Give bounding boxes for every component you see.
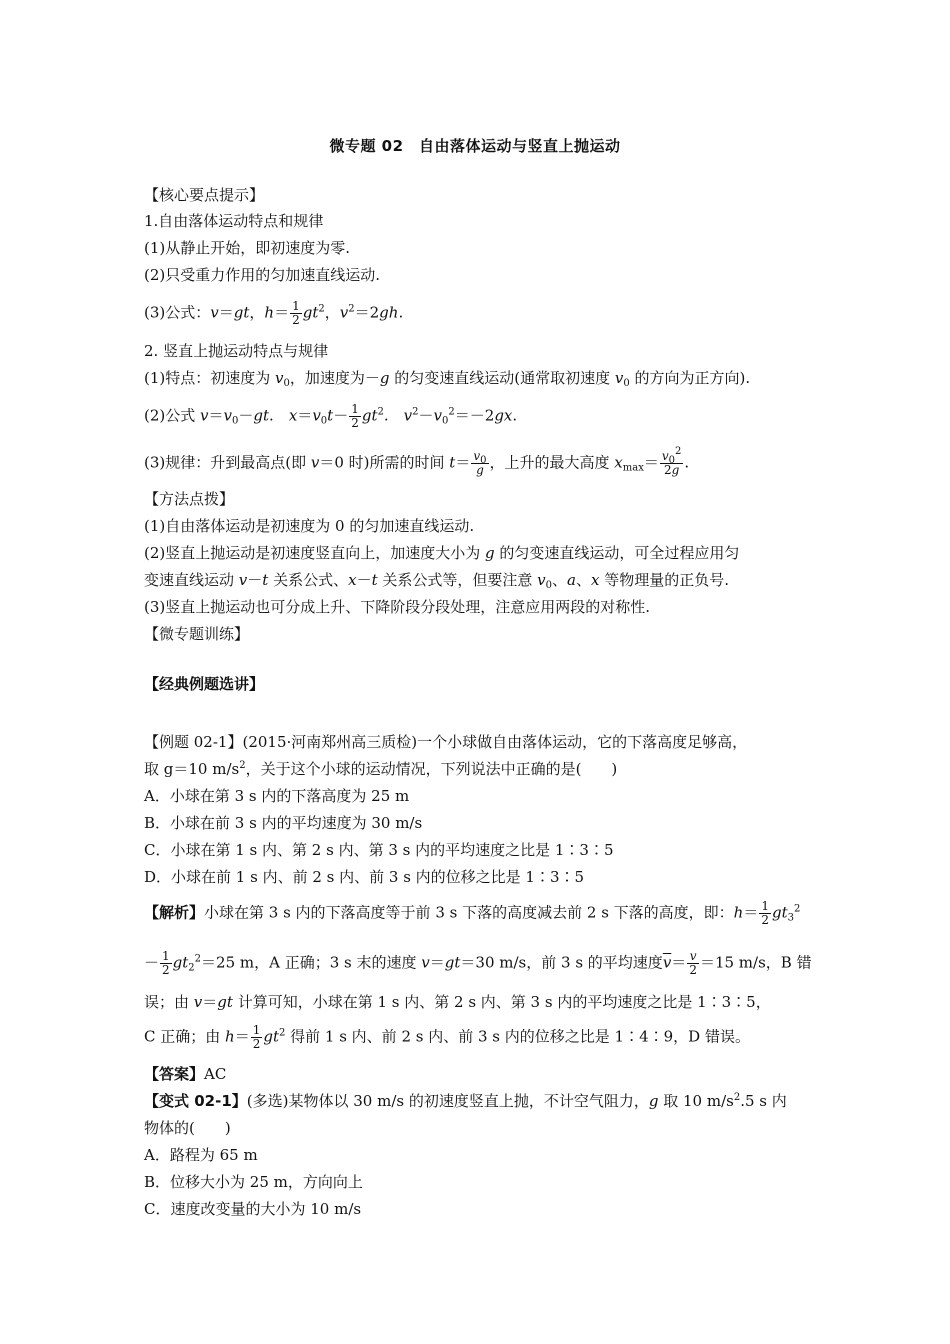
example1-analysis-line2: － $\frac{1}{2}$ $gt_2^2=25$ m，A 正确；3 s 末的速度 v＝gt＝30 m/s，前 3 s 的平均速度$\overline{v}=$ $\frac{v}{2}$ ＝15 m/s，B 错 [144, 949, 812, 977]
training-heading: 【微专题训练】 [144, 625, 250, 643]
example1-analysis-line3: 误；由 v＝gt 计算可知，小球在第 1 s 内、第 2 s 内、第 3 s 内的平均速度之比是 1∶3∶5， [144, 993, 771, 1011]
method-point1: (1)自由落体运动是初速度为 0 的匀加速直线运动. [144, 517, 475, 535]
method-point2-cont: 变速直线运动 v－t 关系公式、x－t 关系公式等，但要注意 $v_0$、a、x 等物理量的正负号. [144, 571, 730, 591]
example1-analysis-line4: C 正确；由 h＝ $\frac{1}{2}$ $gt^2$ 得前 1 s 内、前 2 s 内、前 3 s 内的位移之比是 1∶4∶9，D 错误。 [144, 1023, 750, 1051]
variant1-stem: 【变式 02-1】(多选)某物体以 30 m/s 的初速度竖直上抛，不计空气阻力，g 取 10 $m/s^2.5$ s 内 [144, 1092, 787, 1110]
core-heading: 【核心要点提示】 [144, 186, 265, 204]
section2-point1: (1)特点：初速度为 $v_0$，加速度为－g 的匀变速直线运动(通常取初速度 $v_0$ 的方向为正方向). [144, 369, 751, 389]
example1-option-c: C．小球在第 1 s 内、第 2 s 内、第 3 s 内的平均速度之比是 1∶3∶5 [144, 841, 614, 859]
example1-stem-cont: 取 g＝10 $m/s^2$，关于这个小球的运动情况，下列说法中正确的是( ) [144, 760, 618, 778]
example1-option-a: A．小球在第 3 s 内的下落高度为 25 m [144, 787, 410, 805]
section2-point2: (2)公式 $v=v_0-gt$. $x=v_0t-$ $\frac{1}{2}$ $gt^2$. $v^2-v_0^2=-2gx$. [144, 402, 518, 430]
variant1-option-c: C．速度改变量的大小为 10 m/s [144, 1200, 362, 1218]
variant1-option-a: A．路程为 65 m [144, 1146, 258, 1164]
example1-analysis: 【解析】小球在第 3 s 内的下落高度等于前 3 s 下落的高度减去前 2 s 下落的高度，即：h＝ $\frac{1}{2}$ $gt_3^2$ [144, 899, 801, 927]
section1-point1: (1)从静止开始，即初速度为零. [144, 239, 351, 257]
method-heading: 【方法点拨】 [144, 490, 235, 508]
section1-point2: (2)只受重力作用的匀加速直线运动. [144, 266, 381, 284]
example1-stem: 【例题 02-1】(2015·河南郑州高三质检)一个小球做自由落体运动，它的下落高度足够高， [144, 733, 748, 751]
example1-option-d: D．小球在前 1 s 内、前 2 s 内、前 3 s 内的位移之比是 1∶3∶5 [144, 868, 585, 886]
method-point2: (2)竖直上抛运动是初速度竖直向上，加速度大小为 g 的匀变速直线运动，可全过程应用匀 [144, 544, 740, 562]
section2-point3: (3)规律：升到最高点(即 v＝0 时)所需的时间 t＝ $\frac{v_0}{g}$ ，上升的最大高度 $x_{max}=$ $\frac{v_0^2}{2g}$ . [144, 446, 690, 477]
section2-title: 2. 竖直上抛运动特点与规律 [144, 342, 329, 360]
variant1-stem-cont: 物体的( ) [144, 1119, 231, 1137]
example1-answer: 【答案】AC [144, 1065, 227, 1083]
variant1-option-b: B．位移大小为 25 m，方向向上 [144, 1173, 363, 1191]
section1-title: 1.自由落体运动特点和规律 [144, 212, 324, 230]
method-point3: (3)竖直上抛运动也可分成上升、下降阶段分段处理，注意应用两段的对称性. [144, 598, 651, 616]
section1-formula: (3)公式：v＝gt，h＝ $\frac{1}{2}$ $gt^2$，$v^2=2gh$. [144, 299, 404, 327]
page-title: 微专题 02 自由落体运动与竖直上抛运动 [329, 137, 621, 155]
example1-option-b: B．小球在前 3 s 内的平均速度为 30 m/s [144, 814, 423, 832]
examples-heading: 【经典例题选讲】 [144, 675, 265, 693]
